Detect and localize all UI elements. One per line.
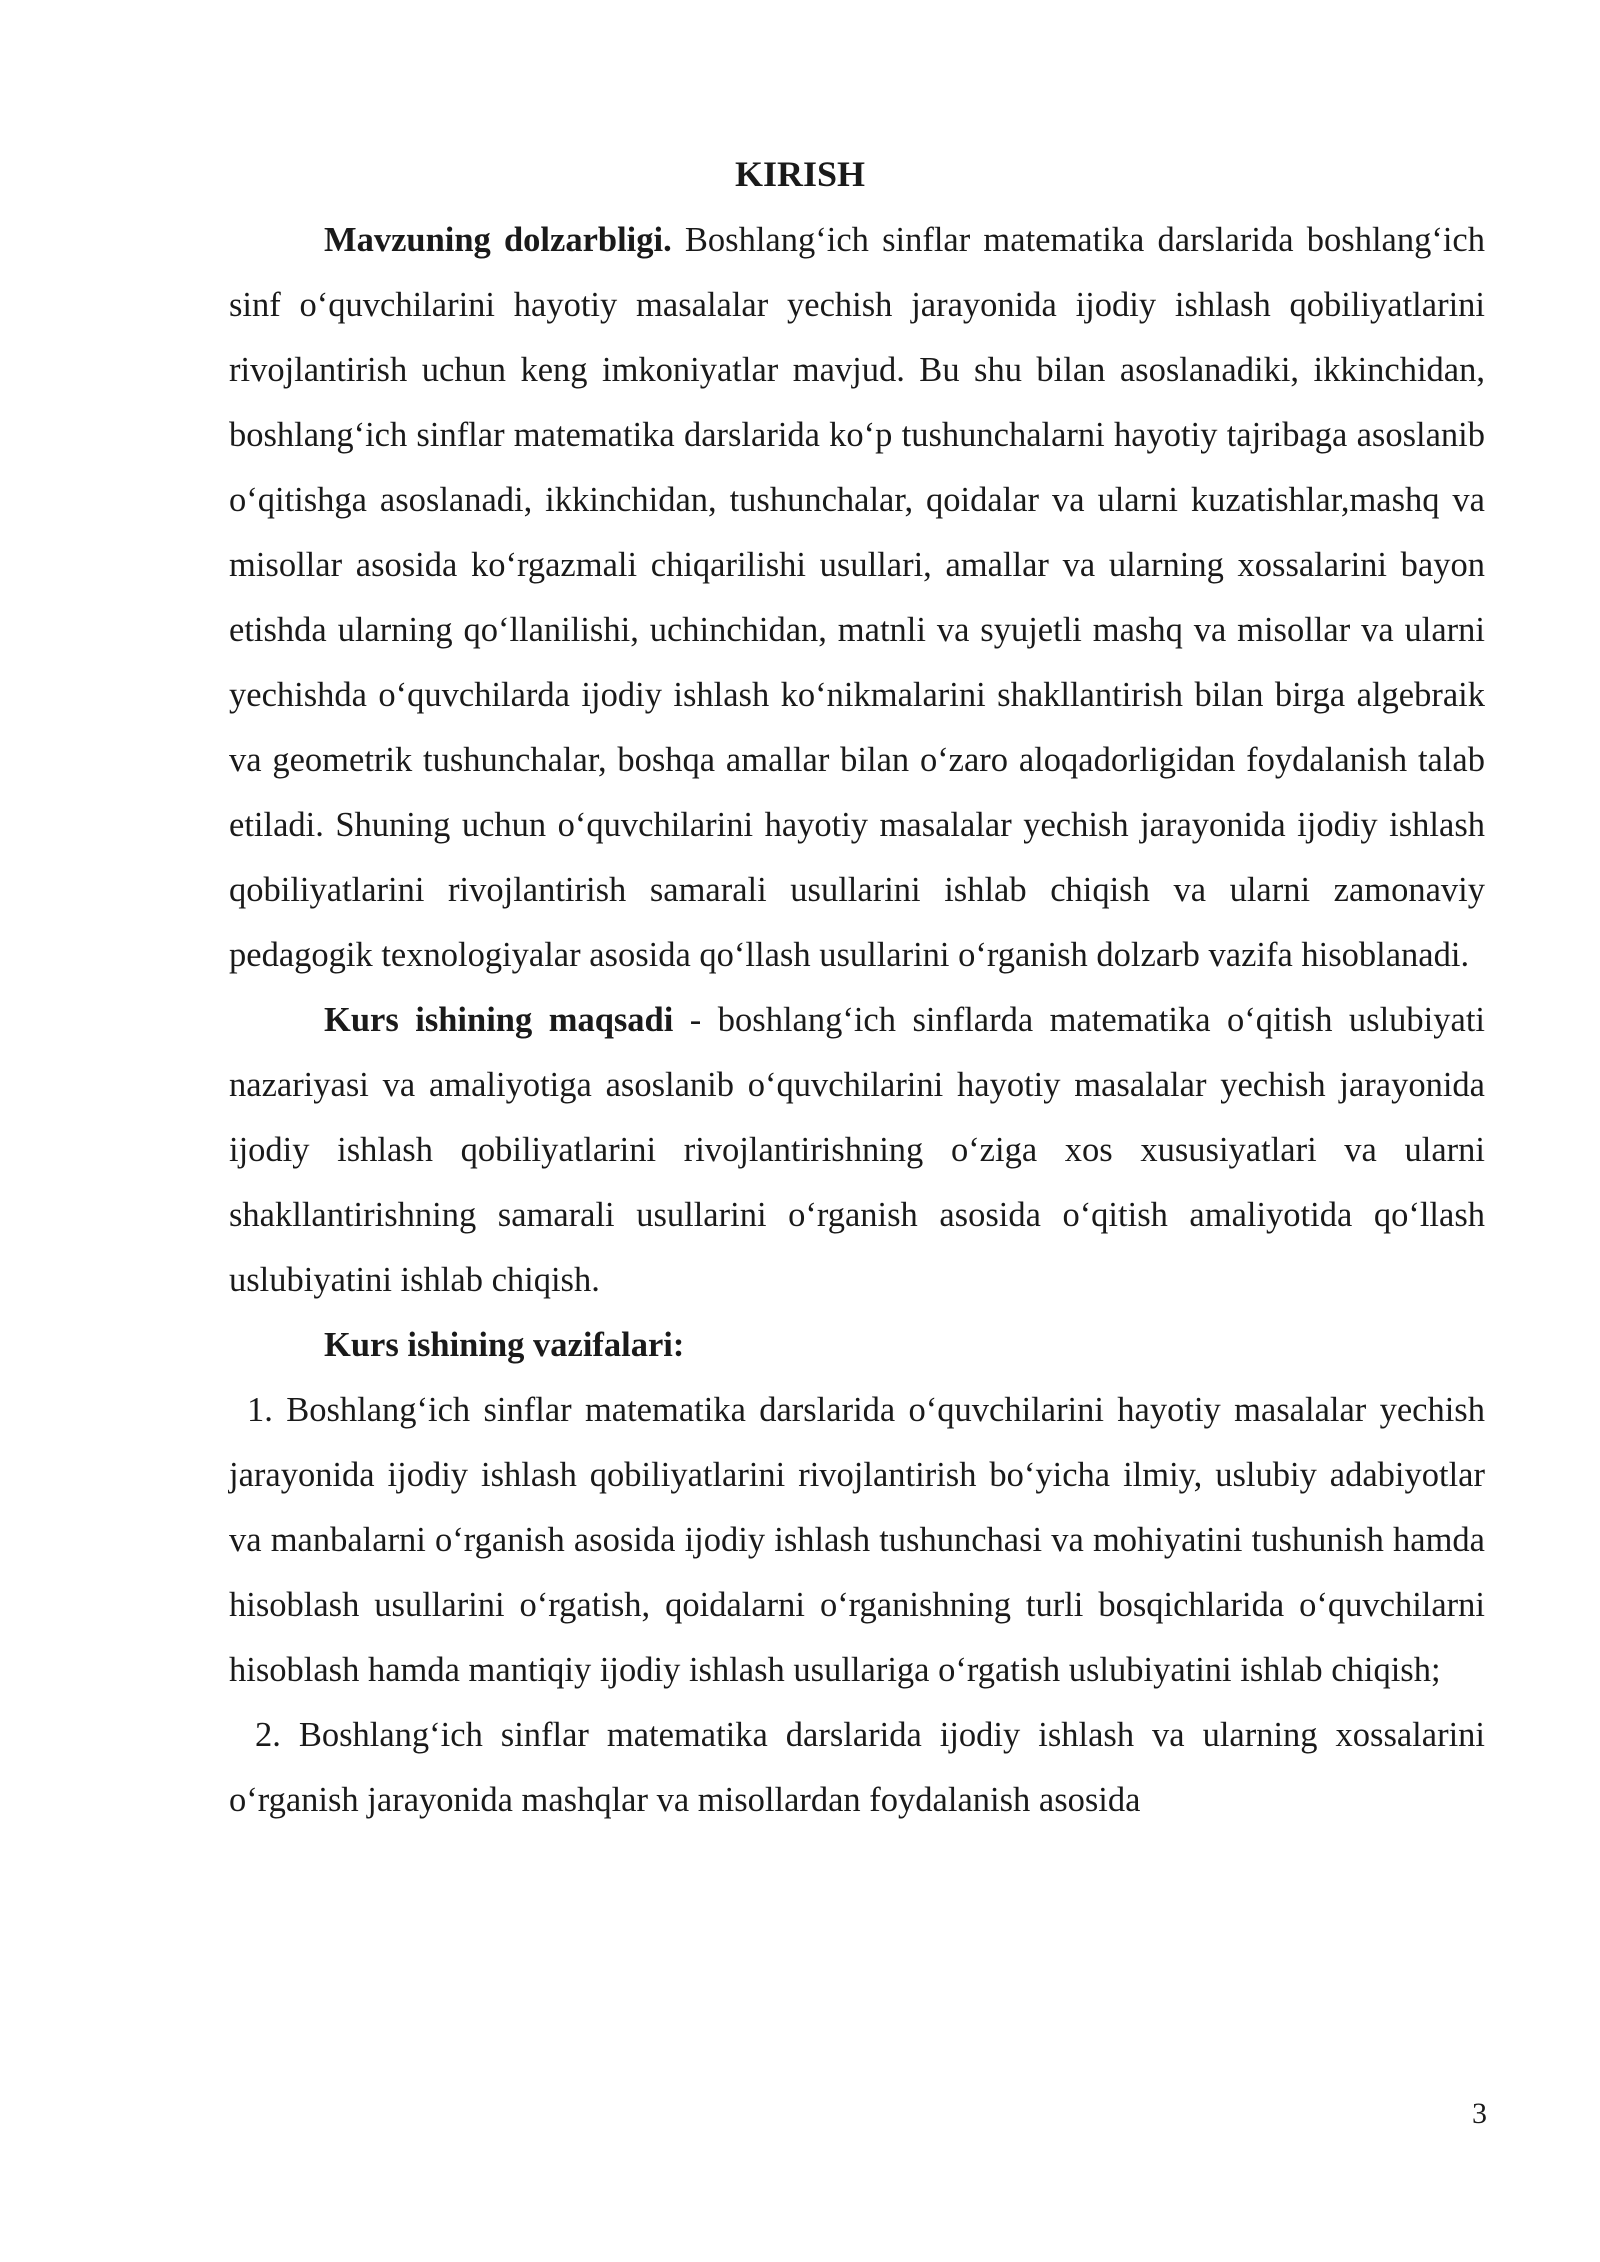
page-number: 3 — [1472, 2097, 1487, 2130]
task-item-1 — [229, 1378, 1485, 1703]
tasks-heading: Kurs ishining vazifalari: — [324, 1326, 685, 1364]
task-number: 2. — [255, 1716, 281, 1754]
goal-text: - boshlang‘ich sinflarda matematika o‘qitish uslubiyati nazariyasi va amaliyotiga asoslanib o‘quvchilarini hayotiy masalalar yechish jarayonida ijodiy ishlash qobiliyatlarini rivojlantirishning o‘ziga xos xususiyatlari va ularni shakllantirishning samarali usullarini o‘rganish asosida o‘qitish amaliyotida qo‘llash uslubiyatini ishlab chiqish. — [229, 1001, 1485, 1299]
task-number: 1. — [247, 1391, 273, 1429]
goal-paragraph — [229, 988, 1485, 1313]
page-title: KIRISH — [734, 154, 866, 194]
relevance-text: Boshlang‘ich sinflar matematika darslarida boshlang‘ich sinf o‘quvchilarini hayotiy masalalar yechish jarayonida ijodiy ishlash qobiliyatlarini rivojlantirish uchun keng imkoniyatlar mavjud. Bu shu bilan asoslanadiki, ikkinchidan, boshlang‘ich sinflar matematika darslarida ko‘p tushunchalarni hayotiy tajribaga asoslanib o‘qitishga asoslanadi, ikkinchidan, tushunchalar, qoidalar va ularni kuzatishlar,mashq va misollar asosida ko‘rgazmali chiqarilishi usullari, amallar va ularning xossalarini bayon etishda ularning qo‘llanilishi, uchinchidan, matnli va syujetli mashq va misollar va ularni yechishda o‘quvchilarda ijodiy ishlash ko‘nikmalarini shakllantirish bilan birga algebraik va geometrik tushunchalar, boshqa amallar bilan o‘zaro aloqadorligidan foydalanish talab etiladi. Shuning uchun o‘quvchilarini hayotiy masalalar yechish jarayonida ijodiy ishlash qobiliyatlarini rivojlantirish samarali usullarini ishlab chiqish va ularni zamonaviy pedagogik texnologiyalar asosida qo‘llash usullarini o‘rganish dolzarb vazifa hisoblanadi. — [229, 221, 1485, 974]
relevance-paragraph — [229, 208, 1485, 988]
task-item-2 — [229, 1703, 1485, 1833]
goal-lead: Kurs ishining maqsadi — [324, 1001, 674, 1039]
relevance-lead: Mavzuning dolzarbligi. — [324, 221, 672, 259]
document-body — [229, 208, 1485, 1833]
task-text: Boshlang‘ich sinflar matematika darslarida o‘quvchilarini hayotiy masalalar yechish jarayonida ijodiy ishlash qobiliyatlarini rivojlantirish bo‘yicha ilmiy, uslubiy adabiyotlar va manbalarni o‘rganish asosida ijodiy ishlash tushunchasi va mohiyatini tushunish hamda hisoblash usullarini o‘rgatish, qoidalarni o‘rganishning turli bosqichlarida o‘quvchilarni hisoblash hamda mantiqiy ijodiy ishlash usullariga o‘rgatish uslubiyatini ishlab chiqish; — [229, 1391, 1485, 1689]
task-text: Boshlang‘ich sinflar matematika darslarida ijodiy ishlash va ularning xossalarini o‘rganish jarayonida mashqlar va misollardan foydalanish asosida — [229, 1716, 1485, 1819]
